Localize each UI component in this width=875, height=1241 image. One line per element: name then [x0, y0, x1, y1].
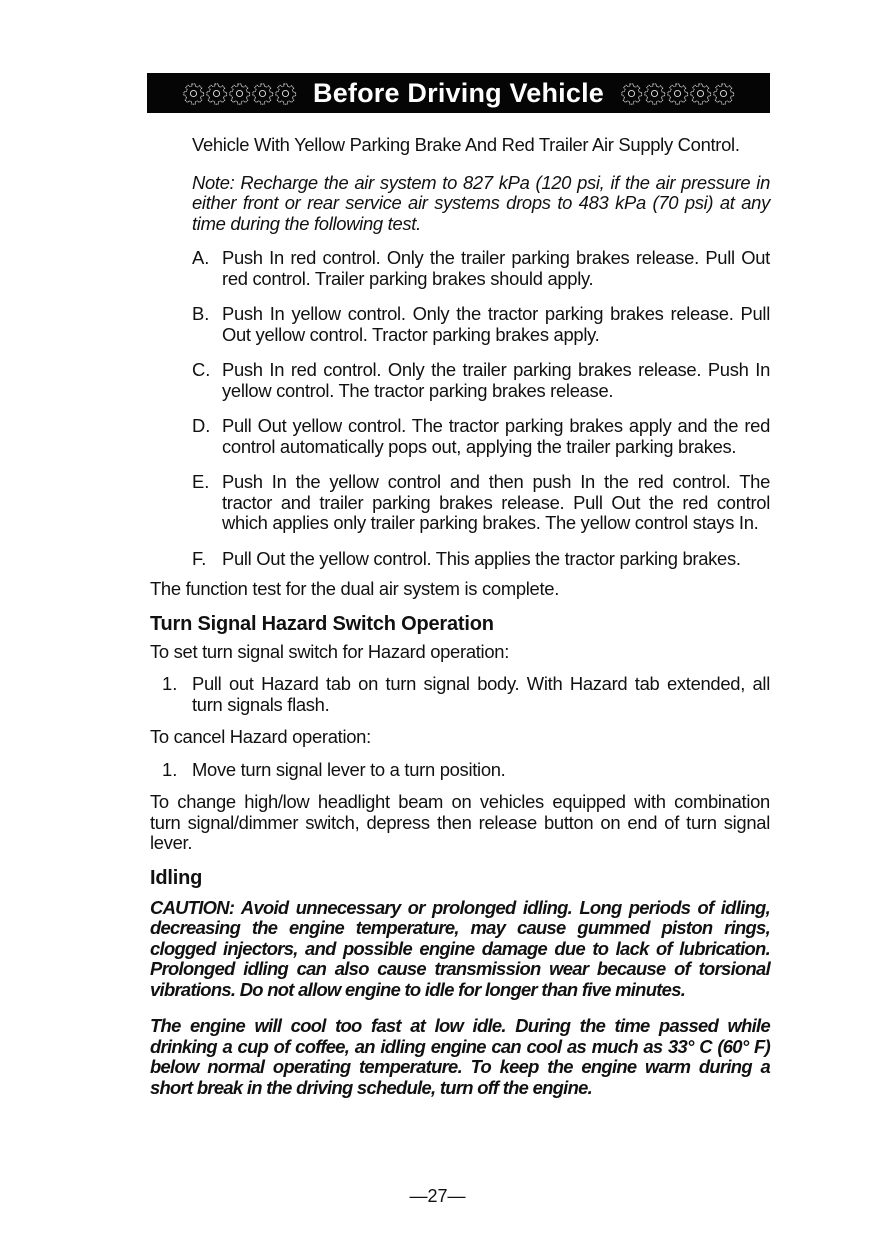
gear-icon	[620, 82, 643, 105]
headlight-instructions: To change high/low headlight beam on vehicles equipped with combination turn signal/dimmer switch, depress then release button on end of turn signal lever.	[150, 791, 770, 853]
list-item	[192, 248, 770, 289]
gear-icon	[251, 82, 274, 105]
step-label: 1.	[162, 673, 178, 694]
idling-caution: CAUTION: Avoid unnecessary or prolonged idling. Long periods of idling, decreasing the engine temperature, may cause gummed piston rings, clogged injectors, and possible engine damage due to lack of lubrication. Prolonged idling can also cause transmission wear because of torsional vibrations. Do not allow engine to idle for longer than five minutes.	[150, 896, 770, 1000]
step-text: Pull Out the yellow control. This applies the tractor parking brakes.	[222, 547, 741, 569]
step-text: Push In yellow control. Only the tractor parking brakes release. Pull Out yellow control. Tractor parking brakes apply.	[222, 303, 770, 345]
step-label: F.	[192, 547, 207, 569]
gear-icon	[666, 82, 689, 105]
page-content	[150, 135, 770, 1098]
hazard-cancel-steps	[150, 760, 770, 781]
list-item	[192, 549, 770, 570]
test-complete-text: The function test for the dual air system is complete.	[150, 578, 560, 599]
step-text: Push In red control. Only the trailer parking brakes release. Pull Out red control. Trailer parking brakes should apply.	[222, 247, 770, 289]
banner-gears-right	[620, 82, 735, 105]
step-label: C.	[192, 359, 211, 380]
gear-icon	[712, 82, 735, 105]
section-heading-hazard: Turn Signal Hazard Switch Operation	[150, 612, 494, 635]
gear-icon	[228, 82, 251, 105]
step-text: Pull out Hazard tab on turn signal body. With Hazard tab extended, all turn signals flash.	[192, 673, 770, 715]
section-heading-idling: Idling	[150, 866, 203, 889]
hazard-set-steps	[150, 674, 770, 715]
step-label: 1.	[162, 758, 178, 780]
list-item	[192, 304, 770, 345]
gear-icon	[274, 82, 297, 105]
gear-icon	[182, 82, 205, 105]
list-item	[192, 472, 770, 534]
subsection-heading: Vehicle With Yellow Parking Brake And Red Trailer Air Supply Control.	[192, 134, 740, 155]
banner-gears-left	[182, 82, 297, 105]
list-item	[162, 674, 770, 715]
step-label: B.	[192, 303, 210, 324]
gear-icon	[689, 82, 712, 105]
step-label: A.	[192, 247, 210, 268]
recharge-note: Note: Recharge the air system to 827 kPa (120 psi, if the air pressure in either front or rear service air systems drops to 483 kPa (70 psi) at any time during the following test.	[192, 171, 770, 234]
function-test-steps	[150, 248, 770, 569]
step-label: D.	[192, 415, 211, 436]
gear-icon	[643, 82, 666, 105]
step-text: Move turn signal lever to a turn position.	[192, 758, 506, 780]
list-item	[192, 360, 770, 401]
page-title: Before Driving Vehicle	[313, 77, 604, 108]
list-item	[162, 760, 770, 781]
gear-icon	[205, 82, 228, 105]
hazard-cancel-intro: To cancel Hazard operation:	[150, 726, 371, 747]
step-text: Push In the yellow control and then push In the red control. The tractor and trailer parking brakes release. Pull Out the red control which applies only trailer parking brakes. The yellow control stays In.	[222, 471, 770, 533]
hazard-set-intro: To set turn signal switch for Hazard operation:	[150, 640, 510, 662]
page-number: —27—	[409, 1186, 466, 1206]
step-text: Push In red control. Only the trailer parking brakes release. Push In yellow control. The tractor parking brakes release.	[222, 359, 770, 401]
step-text: Pull Out yellow control. The tractor parking brakes apply and the red control automatically pops out, applying the trailer parking brakes.	[222, 415, 770, 457]
step-label: E.	[192, 471, 210, 492]
section-banner	[147, 73, 770, 113]
list-item	[192, 416, 770, 457]
idling-cooling-text: The engine will cool too fast at low idle. During the time passed while drinking a cup of coffee, an idling engine can cool as much as 33° C (60° F) below normal operating temperature. To keep the engine warm during a short break in the driving schedule, turn off the engine.	[150, 1015, 770, 1098]
